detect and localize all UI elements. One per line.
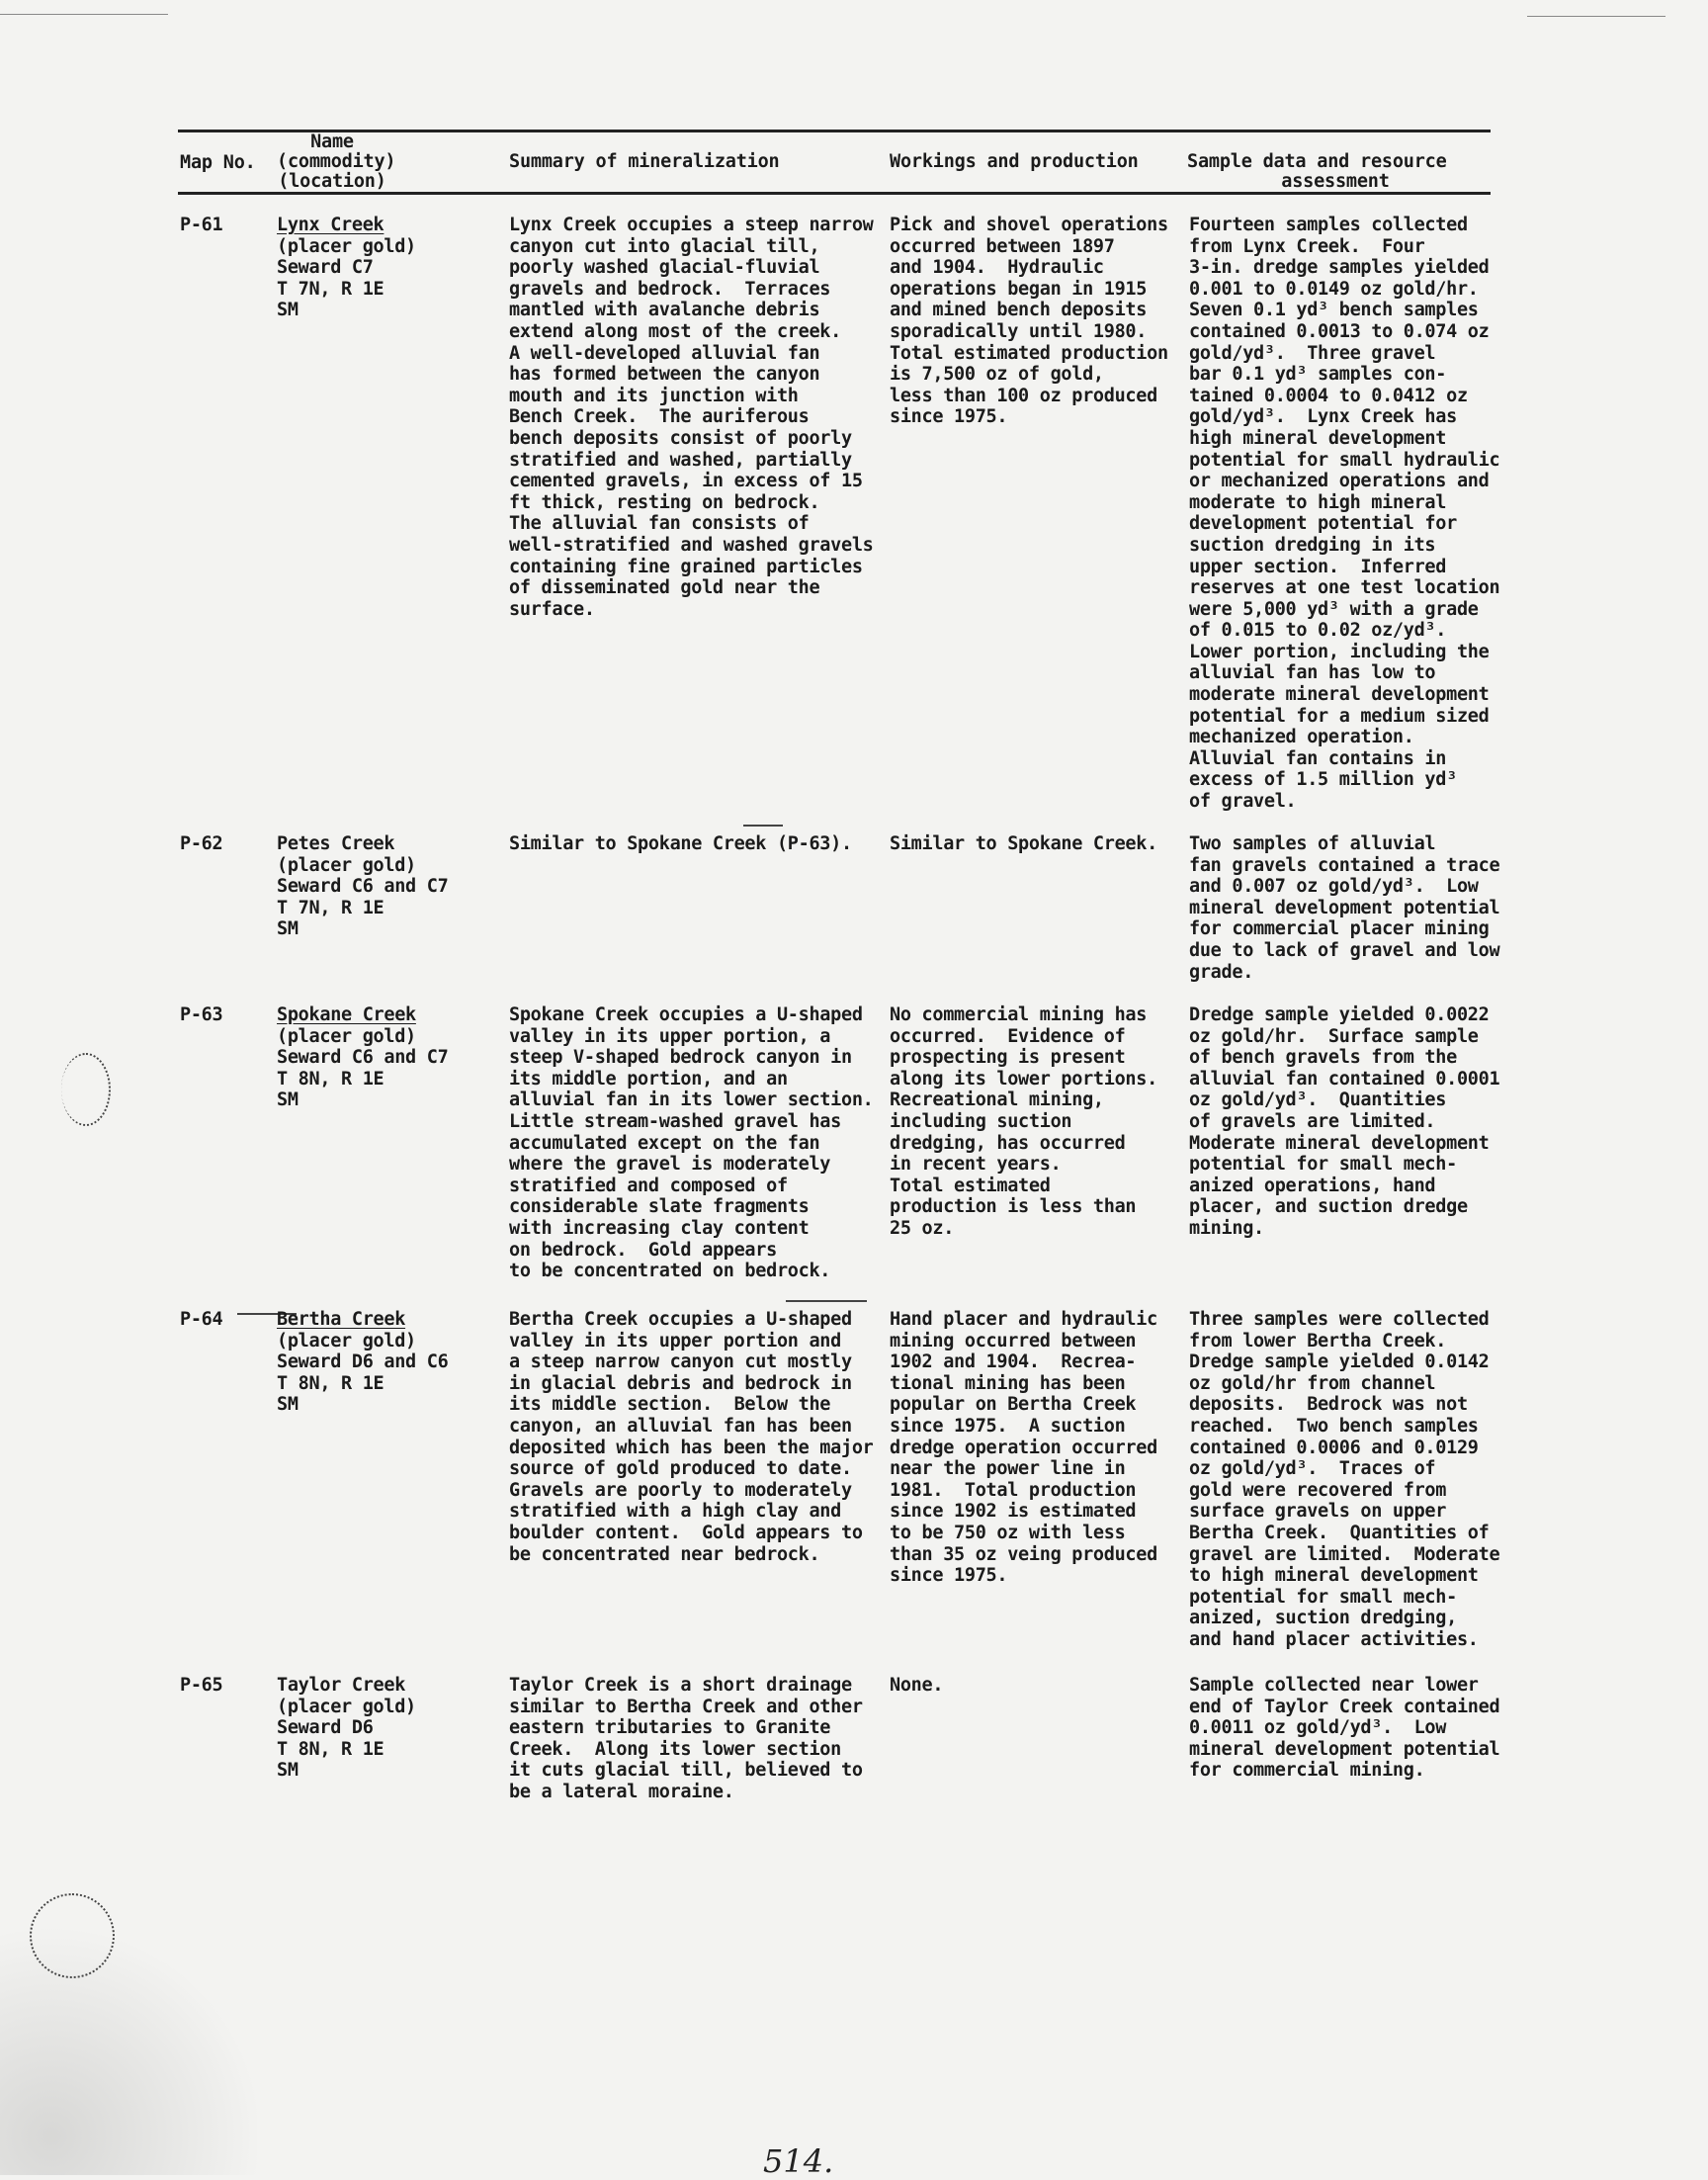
text-line: gravel are limited. Moderate	[1189, 1543, 1500, 1565]
text-line: source of gold produced to date.	[509, 1458, 852, 1480]
text-line: Lower portion, including the	[1189, 641, 1490, 662]
summary-cell	[509, 833, 852, 855]
text-line: SM	[277, 1090, 299, 1111]
text-line: Seward C6 and C7	[277, 1047, 449, 1069]
text-line: placer, and suction dredge	[1189, 1196, 1468, 1218]
text-line: Total estimated	[890, 1175, 1051, 1196]
text-line: Taylor Creek is a short drainage	[509, 1675, 852, 1696]
text-line: Spokane Creek occupies a U-shaped	[509, 1004, 863, 1025]
text-line: near the power line in	[890, 1458, 1126, 1480]
text-line: stratified with a high clay and	[509, 1501, 841, 1523]
text-line: potential for small mech-	[1189, 1154, 1457, 1176]
text-line: (placer gold)	[277, 1330, 416, 1352]
text-line: P-65	[180, 1675, 223, 1696]
text-line: fan gravels contained a trace	[1189, 854, 1500, 876]
text-line: extend along most of the creek.	[509, 320, 841, 342]
text-line: potential for small mech-	[1189, 1586, 1457, 1608]
text-line: gravels and bedrock. Terraces	[509, 278, 831, 300]
text-line: Hand placer and hydraulic	[890, 1309, 1157, 1330]
text-line: Total estimated production	[890, 342, 1168, 364]
text-line: accumulated except on the fan	[509, 1132, 820, 1154]
text-line: Seward C7	[277, 257, 374, 279]
text-line: Bertha Creek occupies a U-shaped	[509, 1309, 852, 1330]
text-line: and hand placer activities.	[1189, 1628, 1479, 1650]
text-line: of bench gravels from the	[1189, 1047, 1457, 1069]
text-line: deposited which has been the major	[509, 1437, 874, 1458]
text-line: upper section. Inferred	[1189, 556, 1447, 577]
text-line: Sample collected near lower	[1189, 1675, 1479, 1696]
text-line: bar 0.1 yd³ samples con-	[1189, 364, 1447, 386]
text-line: stratified and composed of	[509, 1175, 788, 1196]
text-line: reached. Two bench samples	[1189, 1415, 1479, 1437]
text-line: containing fine grained particles	[509, 556, 863, 577]
workings-cell	[890, 833, 1157, 855]
text-line: since 1902 is estimated	[890, 1501, 1137, 1523]
text-line: Seward D6	[277, 1717, 374, 1739]
creek-name: Bertha Creek	[277, 1309, 406, 1330]
header-map-no: Map No.	[180, 152, 256, 173]
text-line: suction dredging in its	[1189, 534, 1436, 556]
map-number-cell	[180, 1675, 222, 1697]
text-line: alluvial fan contained 0.0001	[1189, 1068, 1500, 1090]
text-line: Creek. Along its lower section	[509, 1738, 841, 1760]
text-line: end of Taylor Creek contained	[1189, 1696, 1500, 1717]
text-line: potential for a medium sized	[1189, 705, 1490, 727]
text-line: SM	[277, 918, 299, 940]
text-line: were 5,000 yd³ with a grade	[1189, 598, 1479, 620]
creek-name: Taylor Creek	[277, 1675, 406, 1696]
creek-name: Petes Creek	[277, 833, 395, 854]
text-line: T 8N, R 1E	[277, 1738, 384, 1760]
text-line: oz gold/yd³. Quantities	[1189, 1090, 1447, 1111]
text-line: development potential for	[1189, 513, 1457, 535]
text-line: valley in its upper portion, a	[509, 1025, 831, 1047]
text-line: since 1975. A suction	[890, 1415, 1126, 1437]
text-line: and 0.007 oz gold/yd³. Low	[1189, 876, 1479, 898]
text-line: to be 750 oz with less	[890, 1522, 1126, 1543]
text-line: alluvial fan has low to	[1189, 662, 1436, 684]
text-line: Dredge sample yielded 0.0022	[1189, 1004, 1490, 1025]
text-line: SM	[277, 1394, 299, 1416]
text-line: surface.	[509, 598, 595, 620]
scan-mark	[786, 1300, 867, 1302]
text-line: considerable slate fragments	[509, 1196, 810, 1218]
text-line: SM	[277, 1760, 299, 1782]
workings-cell	[890, 1004, 1157, 1240]
text-line: 1981. Total production	[890, 1479, 1137, 1501]
scan-mark	[743, 825, 783, 827]
text-line: 1902 and 1904. Recrea-	[890, 1352, 1137, 1373]
text-line: tional mining has been	[890, 1372, 1126, 1394]
text-line: or mechanized operations and	[1189, 471, 1490, 492]
text-line: where the gravel is moderately	[509, 1154, 831, 1176]
text-line: contained 0.0006 and 0.0129	[1189, 1437, 1479, 1458]
text-line: occurred. Evidence of	[890, 1025, 1126, 1047]
map-number-cell	[180, 215, 222, 236]
scan-mark	[1527, 16, 1665, 17]
text-line: 0.0011 oz gold/yd³. Low	[1189, 1717, 1447, 1739]
text-line: with increasing clay content	[509, 1217, 810, 1239]
name-cell	[277, 1309, 448, 1416]
text-line: mineral development potential	[1189, 1738, 1500, 1760]
text-line: excess of 1.5 million yd³	[1189, 769, 1457, 791]
text-line: Bench Creek. The auriferous	[509, 406, 810, 428]
text-line: similar to Bertha Creek and other	[509, 1696, 863, 1717]
sample-data-cell	[1189, 215, 1499, 813]
text-line: to be concentrated on bedrock.	[509, 1261, 831, 1282]
text-line: high mineral development	[1189, 427, 1447, 449]
text-line: mouth and its junction with	[509, 385, 799, 406]
punch-hole-mark	[30, 1893, 115, 1978]
text-line: Recreational mining,	[890, 1090, 1104, 1111]
text-line: it cuts glacial till, believed to	[509, 1760, 863, 1782]
text-line: tained 0.0004 to 0.0412 oz	[1189, 385, 1468, 406]
text-line: Similar to Spokane Creek.	[890, 833, 1157, 854]
text-line: from lower Bertha Creek.	[1189, 1330, 1447, 1352]
summary-cell	[509, 1004, 874, 1282]
sample-data-cell	[1189, 1004, 1499, 1240]
punch-hole-mark	[61, 1053, 111, 1126]
text-line: 25 oz.	[890, 1217, 955, 1239]
text-line: (placer gold)	[277, 1025, 416, 1047]
text-line: T 8N, R 1E	[277, 1068, 384, 1090]
text-line: steep V-shaped bedrock canyon in	[509, 1047, 852, 1069]
text-line: deposits. Bedrock was not	[1189, 1394, 1468, 1416]
sample-data-cell	[1189, 1309, 1499, 1651]
text-line: mantled with avalanche debris	[509, 300, 820, 321]
text-line: None.	[890, 1675, 944, 1696]
text-line: reserves at one test location	[1189, 577, 1500, 599]
name-cell	[277, 1675, 416, 1782]
text-line: Seward D6 and C6	[277, 1352, 449, 1373]
text-line: Little stream-washed gravel has	[509, 1110, 841, 1132]
text-line: SM	[277, 300, 299, 321]
sample-data-cell	[1189, 833, 1499, 983]
text-line: well-stratified and washed gravels	[509, 534, 874, 556]
text-line: contained 0.0013 to 0.074 oz	[1189, 320, 1490, 342]
text-line: mining occurred between	[890, 1330, 1137, 1352]
text-line: dredging, has occurred	[890, 1132, 1126, 1154]
text-line: including suction	[890, 1110, 1072, 1132]
text-line: Alluvial fan contains in	[1189, 747, 1447, 769]
name-cell	[277, 833, 448, 940]
text-line: moderate to high mineral	[1189, 491, 1447, 513]
text-line: boulder content. Gold appears to	[509, 1522, 863, 1543]
text-line: (placer gold)	[277, 235, 416, 257]
text-line: oz gold/hr from channel	[1189, 1372, 1436, 1394]
text-line: (placer gold)	[277, 854, 416, 876]
text-line: less than 100 oz produced	[890, 385, 1157, 406]
text-line: prospecting is present	[890, 1047, 1126, 1069]
text-line: P-62	[180, 833, 223, 854]
text-line: mechanized operation.	[1189, 727, 1414, 748]
text-line: for commercial mining.	[1189, 1760, 1425, 1782]
text-line: mineral development potential	[1189, 897, 1500, 918]
text-line: Bertha Creek. Quantities of	[1189, 1522, 1490, 1543]
text-line: Dredge sample yielded 0.0142	[1189, 1352, 1490, 1373]
text-line: due to lack of gravel and low	[1189, 939, 1500, 961]
text-line: mining.	[1189, 1217, 1264, 1239]
header-bottom-rule	[178, 192, 1491, 195]
text-line: oz gold/yd³. Traces of	[1189, 1458, 1436, 1480]
header-summary: Summary of mineralization	[509, 151, 780, 172]
header-sample-data: Sample data and resource assessment	[1187, 151, 1447, 192]
text-line: Pick and shovel operations	[890, 215, 1168, 235]
text-line: a steep narrow canyon cut mostly	[509, 1352, 852, 1373]
text-line: Gravels are poorly to moderately	[509, 1479, 852, 1501]
creek-name: Spokane Creek	[277, 1004, 416, 1025]
text-line: is 7,500 oz of gold,	[890, 364, 1104, 386]
workings-cell	[890, 215, 1168, 428]
text-line: and mined bench deposits	[890, 300, 1148, 321]
text-line: (placer gold)	[277, 1696, 416, 1717]
text-line: oz gold/hr. Surface sample	[1189, 1025, 1479, 1047]
text-line: valley in its upper portion and	[509, 1330, 841, 1352]
text-line: than 35 oz veing produced	[890, 1543, 1157, 1565]
text-line: to high mineral development	[1189, 1565, 1479, 1587]
text-line: in glacial debris and bedrock in	[509, 1372, 852, 1394]
workings-cell	[890, 1675, 943, 1697]
text-line: grade.	[1189, 961, 1254, 983]
text-line: surface gravels on upper	[1189, 1501, 1447, 1523]
text-line: on bedrock. Gold appears	[509, 1239, 777, 1261]
text-line: be concentrated near bedrock.	[509, 1543, 820, 1565]
text-line: The alluvial fan consists of	[509, 513, 810, 535]
text-line: for commercial placer mining	[1189, 918, 1490, 940]
text-line: T 7N, R 1E	[277, 278, 384, 300]
text-line: popular on Bertha Creek	[890, 1394, 1137, 1416]
text-line: Similar to Spokane Creek (P-63).	[509, 833, 852, 854]
text-line: since 1975.	[890, 1565, 1008, 1587]
text-line: production is less than	[890, 1196, 1137, 1218]
map-number-cell	[180, 833, 222, 855]
text-line: of disseminated gold near the	[509, 577, 820, 599]
header-workings: Workings and production	[890, 151, 1139, 172]
text-line: in recent years.	[890, 1154, 1062, 1176]
text-line: 0.001 to 0.0149 oz gold/hr.	[1189, 278, 1479, 300]
summary-cell	[509, 1309, 874, 1565]
text-line: along its lower portions.	[890, 1068, 1157, 1090]
text-line: P-64	[180, 1309, 223, 1330]
text-line: potential for small hydraulic	[1189, 449, 1500, 471]
text-line: P-61	[180, 215, 223, 235]
header-name: Name (commodity) (location)	[277, 131, 396, 192]
text-line: canyon cut into glacial till,	[509, 235, 820, 257]
text-line: operations began in 1915	[890, 278, 1148, 300]
text-line: bench deposits consist of poorly	[509, 427, 852, 449]
text-line: poorly washed glacial-fluvial	[509, 257, 820, 279]
text-line: canyon, an alluvial fan has been	[509, 1415, 852, 1437]
text-line: of gravels are limited.	[1189, 1110, 1436, 1132]
text-line: anized operations, hand	[1189, 1175, 1436, 1196]
text-line: dredge operation occurred	[890, 1437, 1157, 1458]
text-line: P-63	[180, 1004, 223, 1025]
map-number-cell	[180, 1309, 222, 1331]
text-line: anized, suction dredging,	[1189, 1608, 1457, 1629]
text-line: Fourteen samples collected	[1189, 215, 1468, 235]
text-line: since 1975.	[890, 406, 1008, 428]
creek-name: Lynx Creek	[277, 215, 384, 235]
text-line: Two samples of alluvial	[1189, 833, 1436, 854]
page-number: 514.	[763, 2142, 834, 2180]
text-line: cemented gravels, in excess of 15	[509, 471, 863, 492]
text-line: sporadically until 1980.	[890, 320, 1148, 342]
text-line: No commercial mining has	[890, 1004, 1148, 1025]
text-line: has formed between the canyon	[509, 364, 820, 386]
text-line: its middle portion, and an	[509, 1068, 788, 1090]
text-line: 3-in. dredge samples yielded	[1189, 257, 1490, 279]
text-line: be a lateral moraine.	[509, 1781, 734, 1802]
text-line: Lynx Creek occupies a steep narrow	[509, 215, 874, 235]
text-line: Seward C6 and C7	[277, 876, 449, 898]
text-line: Moderate mineral development	[1189, 1132, 1490, 1154]
text-line: alluvial fan in its lower section.	[509, 1090, 874, 1111]
text-line: ft thick, resting on bedrock.	[509, 491, 820, 513]
text-line: of 0.015 to 0.02 oz/yd³.	[1189, 620, 1447, 642]
text-line: occurred between 1897	[890, 235, 1115, 257]
text-line: A well-developed alluvial fan	[509, 342, 820, 364]
name-cell	[277, 1004, 448, 1111]
text-line: from Lynx Creek. Four	[1189, 235, 1425, 257]
text-line: T 8N, R 1E	[277, 1372, 384, 1394]
text-line: of gravel.	[1189, 791, 1297, 813]
text-line: moderate mineral development	[1189, 684, 1490, 706]
workings-cell	[890, 1309, 1157, 1587]
map-number-cell	[180, 1004, 222, 1026]
scan-mark	[0, 14, 168, 15]
text-line: gold/yd³. Lynx Creek has	[1189, 406, 1457, 428]
summary-cell	[509, 1675, 863, 1803]
name-cell	[277, 215, 416, 321]
text-line: T 7N, R 1E	[277, 897, 384, 918]
text-line: eastern tributaries to Granite	[509, 1717, 831, 1739]
text-line: stratified and washed, partially	[509, 449, 852, 471]
sample-data-cell	[1189, 1675, 1499, 1782]
text-line: and 1904. Hydraulic	[890, 257, 1104, 279]
text-line: Seven 0.1 yd³ bench samples	[1189, 300, 1479, 321]
text-line: its middle section. Below the	[509, 1394, 831, 1416]
text-line: Three samples were collected	[1189, 1309, 1490, 1330]
summary-cell	[509, 215, 874, 620]
text-line: gold/yd³. Three gravel	[1189, 342, 1436, 364]
text-line: gold were recovered from	[1189, 1479, 1447, 1501]
